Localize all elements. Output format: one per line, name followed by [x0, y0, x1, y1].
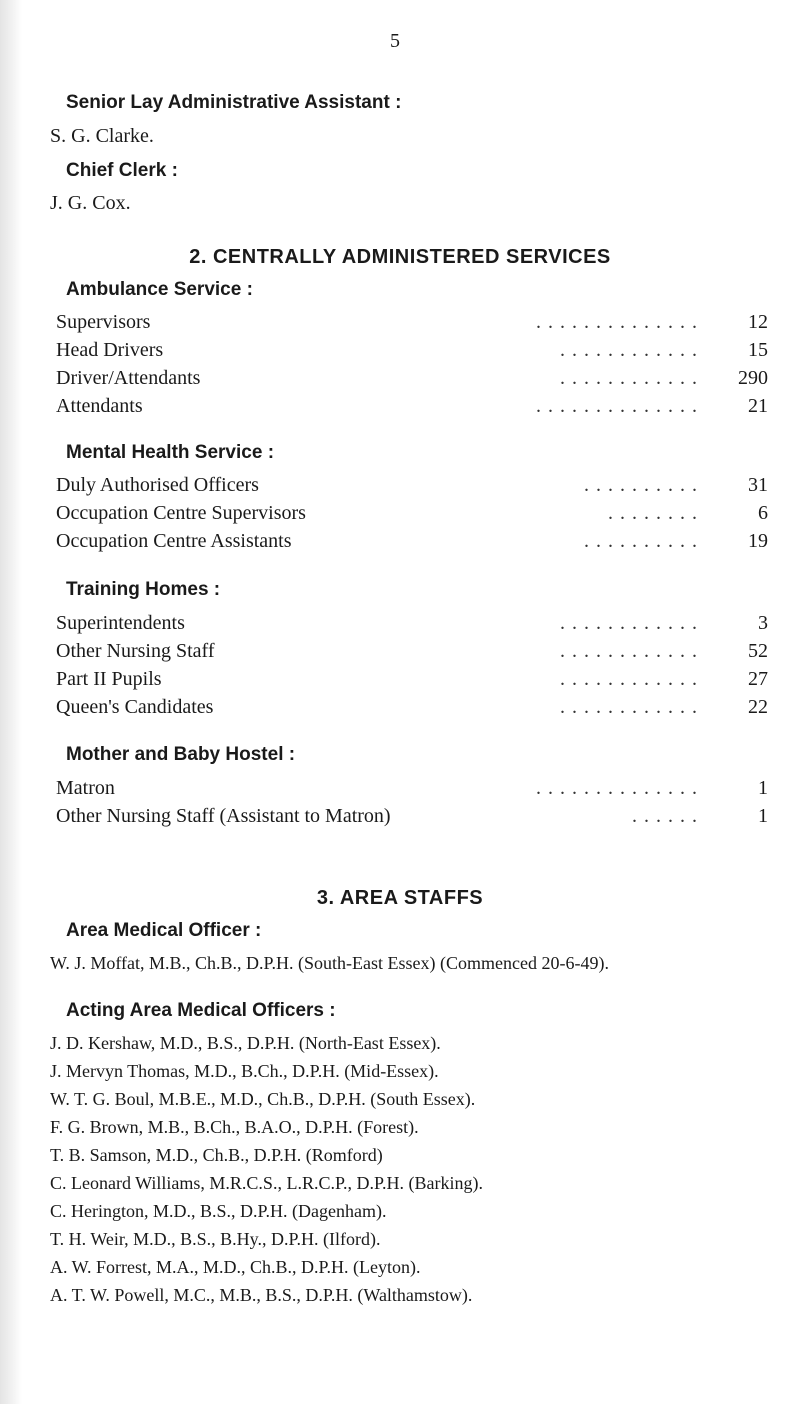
leader-dots: . . . . . . . . . . . .: [560, 612, 698, 634]
row-value: 15: [748, 339, 768, 361]
section-2-title: 2. CENTRALLY ADMINISTERED SERVICES: [189, 246, 611, 268]
row-value: 19: [748, 530, 768, 552]
leader-dots: . . . . . . . . . . . .: [560, 668, 698, 690]
row-label: Matron: [56, 777, 115, 799]
acting-amo-entry: J. D. Kershaw, M.D., B.S., D.P.H. (North-East Essex).: [50, 1033, 441, 1053]
row-label: Occupation Centre Assistants: [56, 530, 292, 552]
staff-row: [56, 777, 768, 801]
staff-row: [56, 530, 768, 554]
staff-row: [56, 696, 768, 720]
row-label: Superintendents: [56, 612, 185, 634]
staff-row: [56, 502, 768, 526]
ambulance-service-heading: Ambulance Service :: [66, 279, 253, 300]
row-value: 52: [748, 640, 768, 662]
acting-amo-entry: T. H. Weir, M.D., B.S., B.Hy., D.P.H. (Ilford).: [50, 1229, 381, 1249]
row-label: Other Nursing Staff: [56, 640, 215, 662]
row-label: Head Drivers: [56, 339, 164, 361]
acting-amo-entry: J. Mervyn Thomas, M.D., B.Ch., D.P.H. (Mid-Essex).: [50, 1061, 439, 1081]
leader-dots: . . . . . . . . . . . .: [560, 339, 698, 361]
acting-amo-heading: Acting Area Medical Officers :: [66, 1000, 336, 1021]
acting-amo-entry: W. T. G. Boul, M.B.E., M.D., Ch.B., D.P.H. (South Essex).: [50, 1089, 476, 1109]
staff-row: [56, 612, 768, 636]
acting-amo-entry: C. Leonard Williams, M.R.C.S., L.R.C.P., D.P.H. (Barking).: [50, 1173, 483, 1193]
leader-dots: . . . . . . . .: [608, 502, 698, 524]
row-value: 21: [748, 395, 768, 417]
row-value: 27: [748, 668, 768, 690]
staff-row: [56, 668, 768, 692]
mental-health-heading: Mental Health Service :: [66, 442, 275, 463]
senior-lay-admin-heading: Senior Lay Administrative Assistant :: [66, 92, 402, 113]
row-value: 6: [758, 502, 768, 524]
acting-amo-entry: A. T. W. Powell, M.C., M.B., B.S., D.P.H. (Walthamstow).: [50, 1285, 473, 1305]
acting-amo-entry: C. Herington, M.D., B.S., D.P.H. (Dagenham).: [50, 1201, 387, 1221]
binding-shadow: [0, 0, 22, 1404]
row-label: Other Nursing Staff (Assistant to Matron): [56, 805, 391, 827]
row-label: Driver/Attendants: [56, 367, 201, 389]
staff-row: [56, 640, 768, 664]
acting-amo-entry: A. W. Forrest, M.A., M.D., Ch.B., D.P.H. (Leyton).: [50, 1257, 421, 1277]
leader-dots: . . . . . . . . . .: [584, 530, 698, 552]
row-value: 3: [758, 612, 768, 634]
staff-row: [56, 339, 768, 363]
staff-row: [56, 367, 768, 391]
row-value: 12: [748, 311, 768, 333]
row-label: Attendants: [56, 395, 143, 417]
chief-clerk-name: J. G. Cox.: [50, 192, 131, 214]
leader-dots: . . . . . .: [632, 805, 698, 827]
row-value: 22: [748, 696, 768, 718]
leader-dots: . . . . . . . . . . . . . .: [536, 777, 698, 799]
leader-dots: . . . . . . . . . . . .: [560, 696, 698, 718]
staff-row: [56, 474, 768, 498]
leader-dots: . . . . . . . . . . . .: [560, 640, 698, 662]
row-value: 31: [748, 474, 768, 496]
staff-row: [56, 311, 768, 335]
leader-dots: . . . . . . . . . . . .: [560, 367, 698, 389]
acting-amo-entry: F. G. Brown, M.B., B.Ch., B.A.O., D.P.H. (Forest).: [50, 1117, 419, 1137]
leader-dots: . . . . . . . . . . . . . .: [536, 395, 698, 417]
row-label: Part II Pupils: [56, 668, 162, 690]
staff-row: [56, 395, 768, 419]
mother-baby-hostel-heading: Mother and Baby Hostel :: [66, 744, 296, 765]
page-number: 5: [390, 30, 400, 52]
acting-amo-entry: T. B. Samson, M.D., Ch.B., D.P.H. (Romford): [50, 1145, 383, 1165]
leader-dots: . . . . . . . . . . . . . .: [536, 311, 698, 333]
row-label: Duly Authorised Officers: [56, 474, 259, 496]
training-homes-heading: Training Homes :: [66, 579, 221, 600]
staff-row: [56, 805, 768, 829]
area-mo-entry: W. J. Moffat, M.B., Ch.B., D.P.H. (South-East Essex) (Commenced 20-6-49).: [50, 953, 609, 973]
leader-dots: . . . . . . . . . .: [584, 474, 698, 496]
row-label: Queen's Candidates: [56, 696, 214, 718]
row-value: 290: [738, 367, 768, 389]
row-label: Supervisors: [56, 311, 151, 333]
chief-clerk-heading: Chief Clerk :: [66, 160, 178, 181]
senior-lay-admin-name: S. G. Clarke.: [50, 125, 154, 147]
row-value: 1: [758, 777, 768, 799]
section-3-title: 3. AREA STAFFS: [316, 887, 484, 909]
row-value: 1: [758, 805, 768, 827]
area-mo-heading: Area Medical Officer :: [66, 920, 262, 941]
row-label: Occupation Centre Supervisors: [56, 502, 306, 524]
